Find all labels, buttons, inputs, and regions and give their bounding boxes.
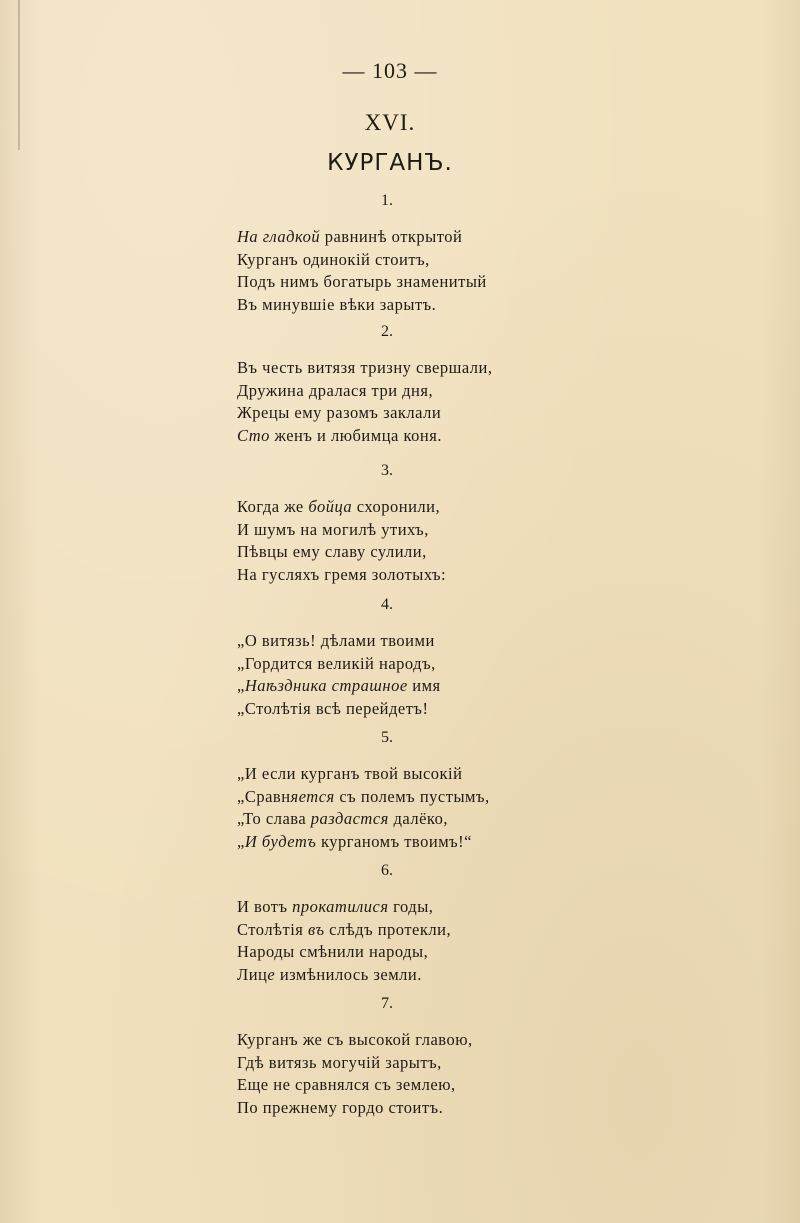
poem-line [237, 808, 657, 831]
line-text: съ полемъ пустымъ, [334, 786, 490, 806]
line-text: Подъ нимъ богатырь знаменитый [237, 272, 487, 291]
line-text: Столѣтія [237, 919, 309, 939]
line-text: И вотъ [237, 897, 293, 916]
stanza-lines [237, 357, 657, 447]
italic-text: прокатилися [292, 897, 389, 916]
poem-line [237, 675, 657, 698]
italic-text: На гладкой [237, 227, 321, 246]
line-text: Лиц [237, 964, 268, 984]
line-text: схоронили, [352, 497, 441, 516]
poem-line [237, 698, 657, 721]
stanza-number: 1. [381, 192, 393, 209]
poem-line [237, 1097, 657, 1120]
line-text: годы, [388, 897, 434, 916]
poem-line [237, 786, 657, 809]
line-text: слѣдъ протекли, [324, 919, 452, 939]
poem-line [237, 1074, 657, 1097]
poem-line [237, 1029, 657, 1052]
poem-line [237, 763, 657, 786]
line-text: Жрецы ему разомъ заклали [237, 403, 442, 422]
stanza-lines [237, 763, 657, 853]
stanza-number: 3. [381, 462, 393, 479]
line-text: Въ честь витязя тризну свершали, [237, 358, 493, 377]
line-text: По прежнему гордо стоитъ. [237, 1097, 444, 1117]
poem-line [237, 1052, 657, 1075]
line-text: Пѣвцы ему славу сулили, [237, 542, 427, 561]
poem-line [237, 425, 657, 448]
italic-text: Сто [237, 425, 270, 445]
italic-text: яется [290, 786, 335, 806]
line-text: курганомъ твоимъ!“ [316, 831, 472, 851]
poem-line [237, 896, 657, 919]
line-text: Когда же [237, 497, 309, 516]
line-text: далёко, [388, 809, 448, 828]
line-text: Еще не сравнялся съ землею, [237, 1075, 456, 1094]
poem-line [237, 380, 657, 403]
line-text: „ [237, 831, 245, 851]
italic-text: е [267, 964, 276, 984]
poem-line [237, 519, 657, 542]
poem-line [237, 653, 657, 676]
page-number: — 103 — [342, 58, 438, 83]
line-text: Курганъ же съ высокой главою, [237, 1030, 473, 1049]
poem-line [237, 226, 657, 249]
line-text: измѣнилось земли. [275, 964, 422, 984]
stanza-lines [237, 226, 657, 316]
line-text: И шумъ на могилѣ утихъ, [237, 519, 429, 539]
stanza-number: 4. [381, 596, 393, 613]
stanza-lines [237, 896, 657, 986]
italic-text: раздастся [310, 809, 389, 828]
line-text: „О витязь! дѣлами твоими [237, 631, 435, 650]
stanza-number: 2. [381, 323, 393, 340]
italic-text: бойца [308, 497, 353, 516]
line-text: Народы смѣнили народы, [237, 942, 429, 961]
stanza-lines [237, 496, 657, 586]
poem-line [237, 271, 657, 294]
poem-line [237, 249, 657, 272]
poem-line [237, 630, 657, 653]
poem-line [237, 941, 657, 964]
poem-line [237, 402, 657, 425]
line-text: На гусляхъ гремя золотыхъ: [237, 564, 447, 584]
poem-number: XVI. [364, 110, 416, 135]
stanza-lines [237, 1029, 657, 1119]
poem-line [237, 496, 657, 519]
italic-text: Наѣздника страшное [244, 676, 408, 695]
italic-text: въ [308, 919, 325, 939]
stanza-number: 7. [381, 995, 393, 1012]
poem-line [237, 831, 657, 854]
italic-text: И будетъ [244, 831, 317, 851]
poem-line [237, 964, 657, 987]
poem-title: КУРГАНЪ. [327, 150, 453, 176]
line-text: „Гордится великій народъ, [237, 653, 436, 673]
stanza-number: 6. [381, 862, 393, 879]
line-text: женъ и любимца коня. [269, 425, 442, 445]
stanza-number: 5. [381, 729, 393, 746]
line-text: „То слава [237, 809, 311, 828]
line-text: Гдѣ витязь могучій зарытъ, [237, 1052, 442, 1072]
poem-line [237, 294, 657, 317]
line-text: равнинѣ открытой [320, 227, 463, 246]
poem-line [237, 541, 657, 564]
line-text: Дружина дралася три дня, [237, 380, 434, 400]
line-text: „Столѣтія всѣ перейдетъ! [237, 698, 429, 718]
line-text: имя [407, 676, 441, 695]
stanza-lines [237, 630, 657, 720]
line-text: „И если курганъ твой высокій [237, 764, 463, 783]
line-text: Курганъ одинокій стоитъ, [237, 249, 430, 269]
poem-line [237, 919, 657, 942]
line-text: „Сравн [237, 786, 291, 806]
poem-line [237, 564, 657, 587]
poem-line [237, 357, 657, 380]
line-text: Въ минувшіе вѣки зарытъ. [237, 294, 437, 314]
line-text: „ [237, 676, 245, 695]
